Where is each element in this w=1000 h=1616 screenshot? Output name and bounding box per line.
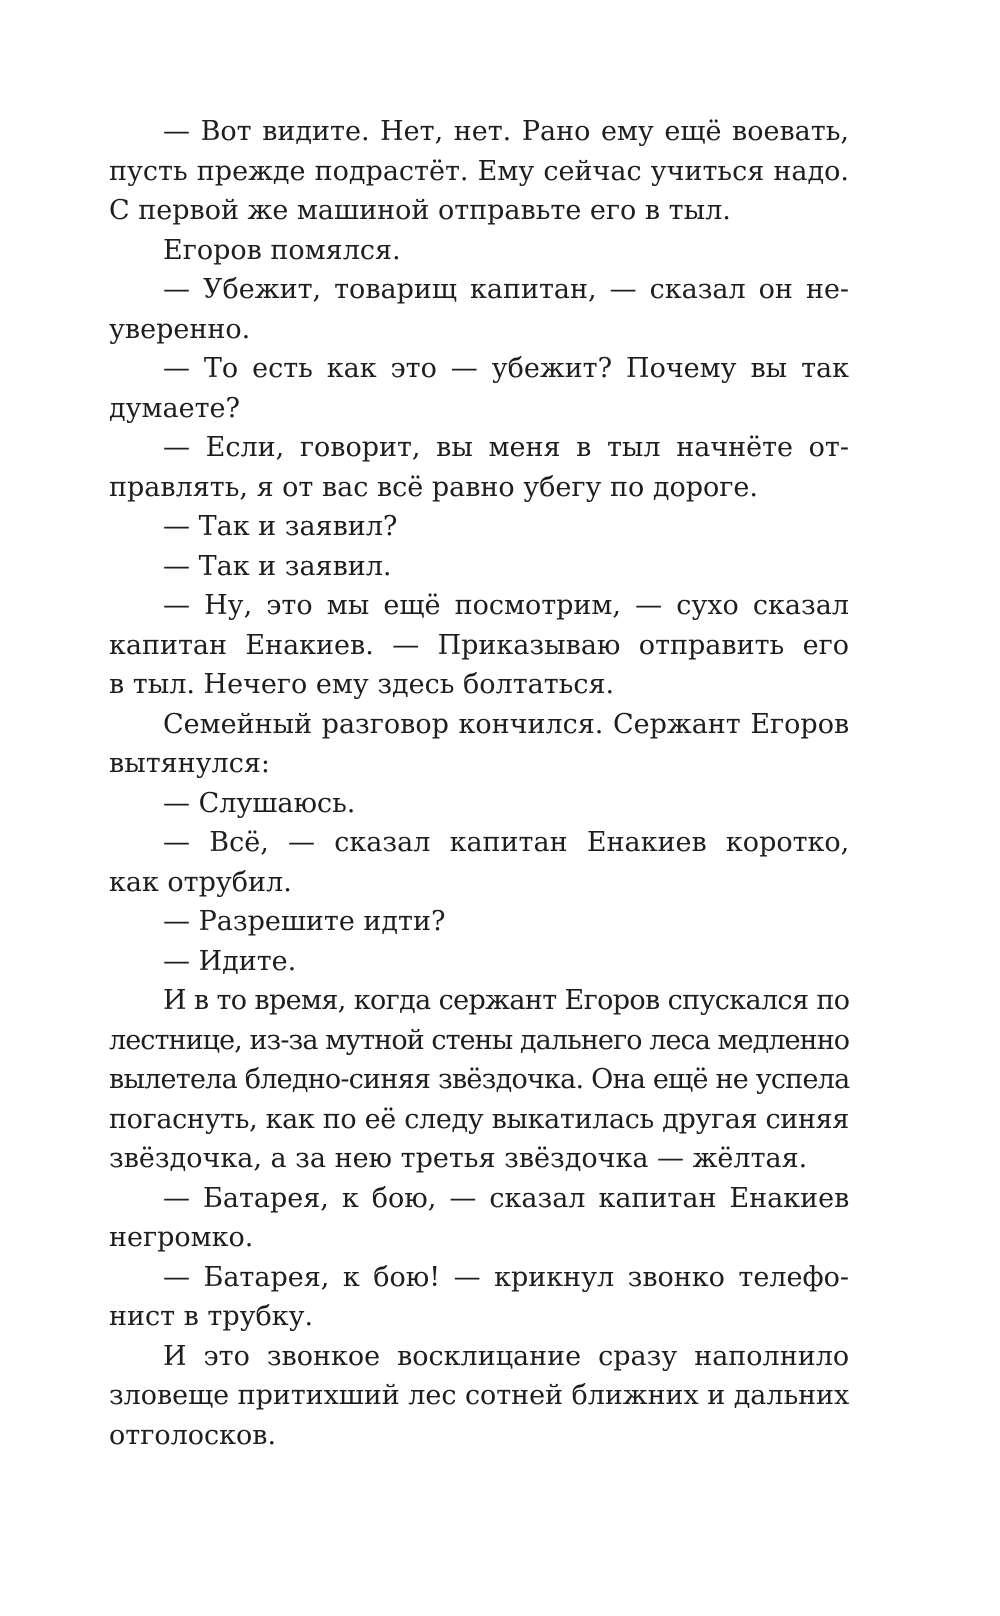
text-line: негромко. <box>109 1222 254 1253</box>
text-line: — Так и заявил. <box>163 550 392 582</box>
text-line: уверенно. <box>109 313 251 345</box>
text-line: отголосков. <box>109 1419 277 1451</box>
text-line: правлять, я от вас всё равно убегу по дороге. <box>109 471 758 503</box>
text-line: думаете? <box>109 392 240 424</box>
text-line: — Всё, — сказал капитан Енакиев коротко, <box>163 827 850 858</box>
text-line: зловеще притихший лес сотней ближних и дальних <box>109 1380 850 1411</box>
text-line: — Батарея, к бою, — сказал капитан Енакиев <box>163 1182 850 1214</box>
page-text <box>109 112 849 1455</box>
text-line: — Идите. <box>163 945 297 977</box>
text-line: вылетела бледно-синяя звёздочка. Она ещё не успела <box>109 1064 850 1095</box>
text-line: погаснуть, как по её следу выкатилась другая синяя <box>109 1103 849 1135</box>
text-line: пусть прежде подрастёт. Ему сейчас учиться надо. <box>109 155 849 187</box>
text-line: нист в трубку. <box>109 1301 314 1332</box>
text-line: С первой же машиной отправьте его в тыл. <box>109 195 731 226</box>
text-line: — То есть как это — убежит? Почему вы так <box>163 353 849 384</box>
text-line: — Так и заявил? <box>163 511 398 542</box>
text-line: И в то время, когда сержант Егоров спускался по <box>163 985 850 1016</box>
text-line: И это звонкое восклицание сразу наполнило <box>163 1340 850 1372</box>
text-line: звёздочка, а за нею третья звёздочка — жёлтая. <box>109 1143 808 1174</box>
text-line: — Разрешите идти? <box>163 906 446 937</box>
text-line: в тыл. Нечего ему здесь болтаться. <box>109 669 615 700</box>
text-line: — Батарея, к бою! — крикнул звонко телефо- <box>163 1261 849 1293</box>
text-line: Егоров помялся. <box>163 234 401 266</box>
text-line: Семейный разговор кончился. Сержант Егоров <box>163 708 850 740</box>
text-line: — Слушаюсь. <box>163 787 356 819</box>
text-line: лестнице, из-за мутной стены дальнего леса медленно <box>109 1024 850 1056</box>
text-line: — Убежит, товарищ капитан, — сказал он не- <box>163 274 850 305</box>
text-line: — Ну, это мы ещё посмотрим, — сухо сказал <box>163 590 849 621</box>
text-line: — Вот видите. Нет, нет. Рано ему ещё воевать, <box>163 116 849 147</box>
text-line: — Если, говорит, вы меня в тыл начнёте от- <box>163 432 849 463</box>
text-line: вытянулся: <box>109 748 270 779</box>
text-line: капитан Енакиев. — Приказываю отправить его <box>109 629 849 661</box>
text-line: как отрубил. <box>109 866 292 898</box>
